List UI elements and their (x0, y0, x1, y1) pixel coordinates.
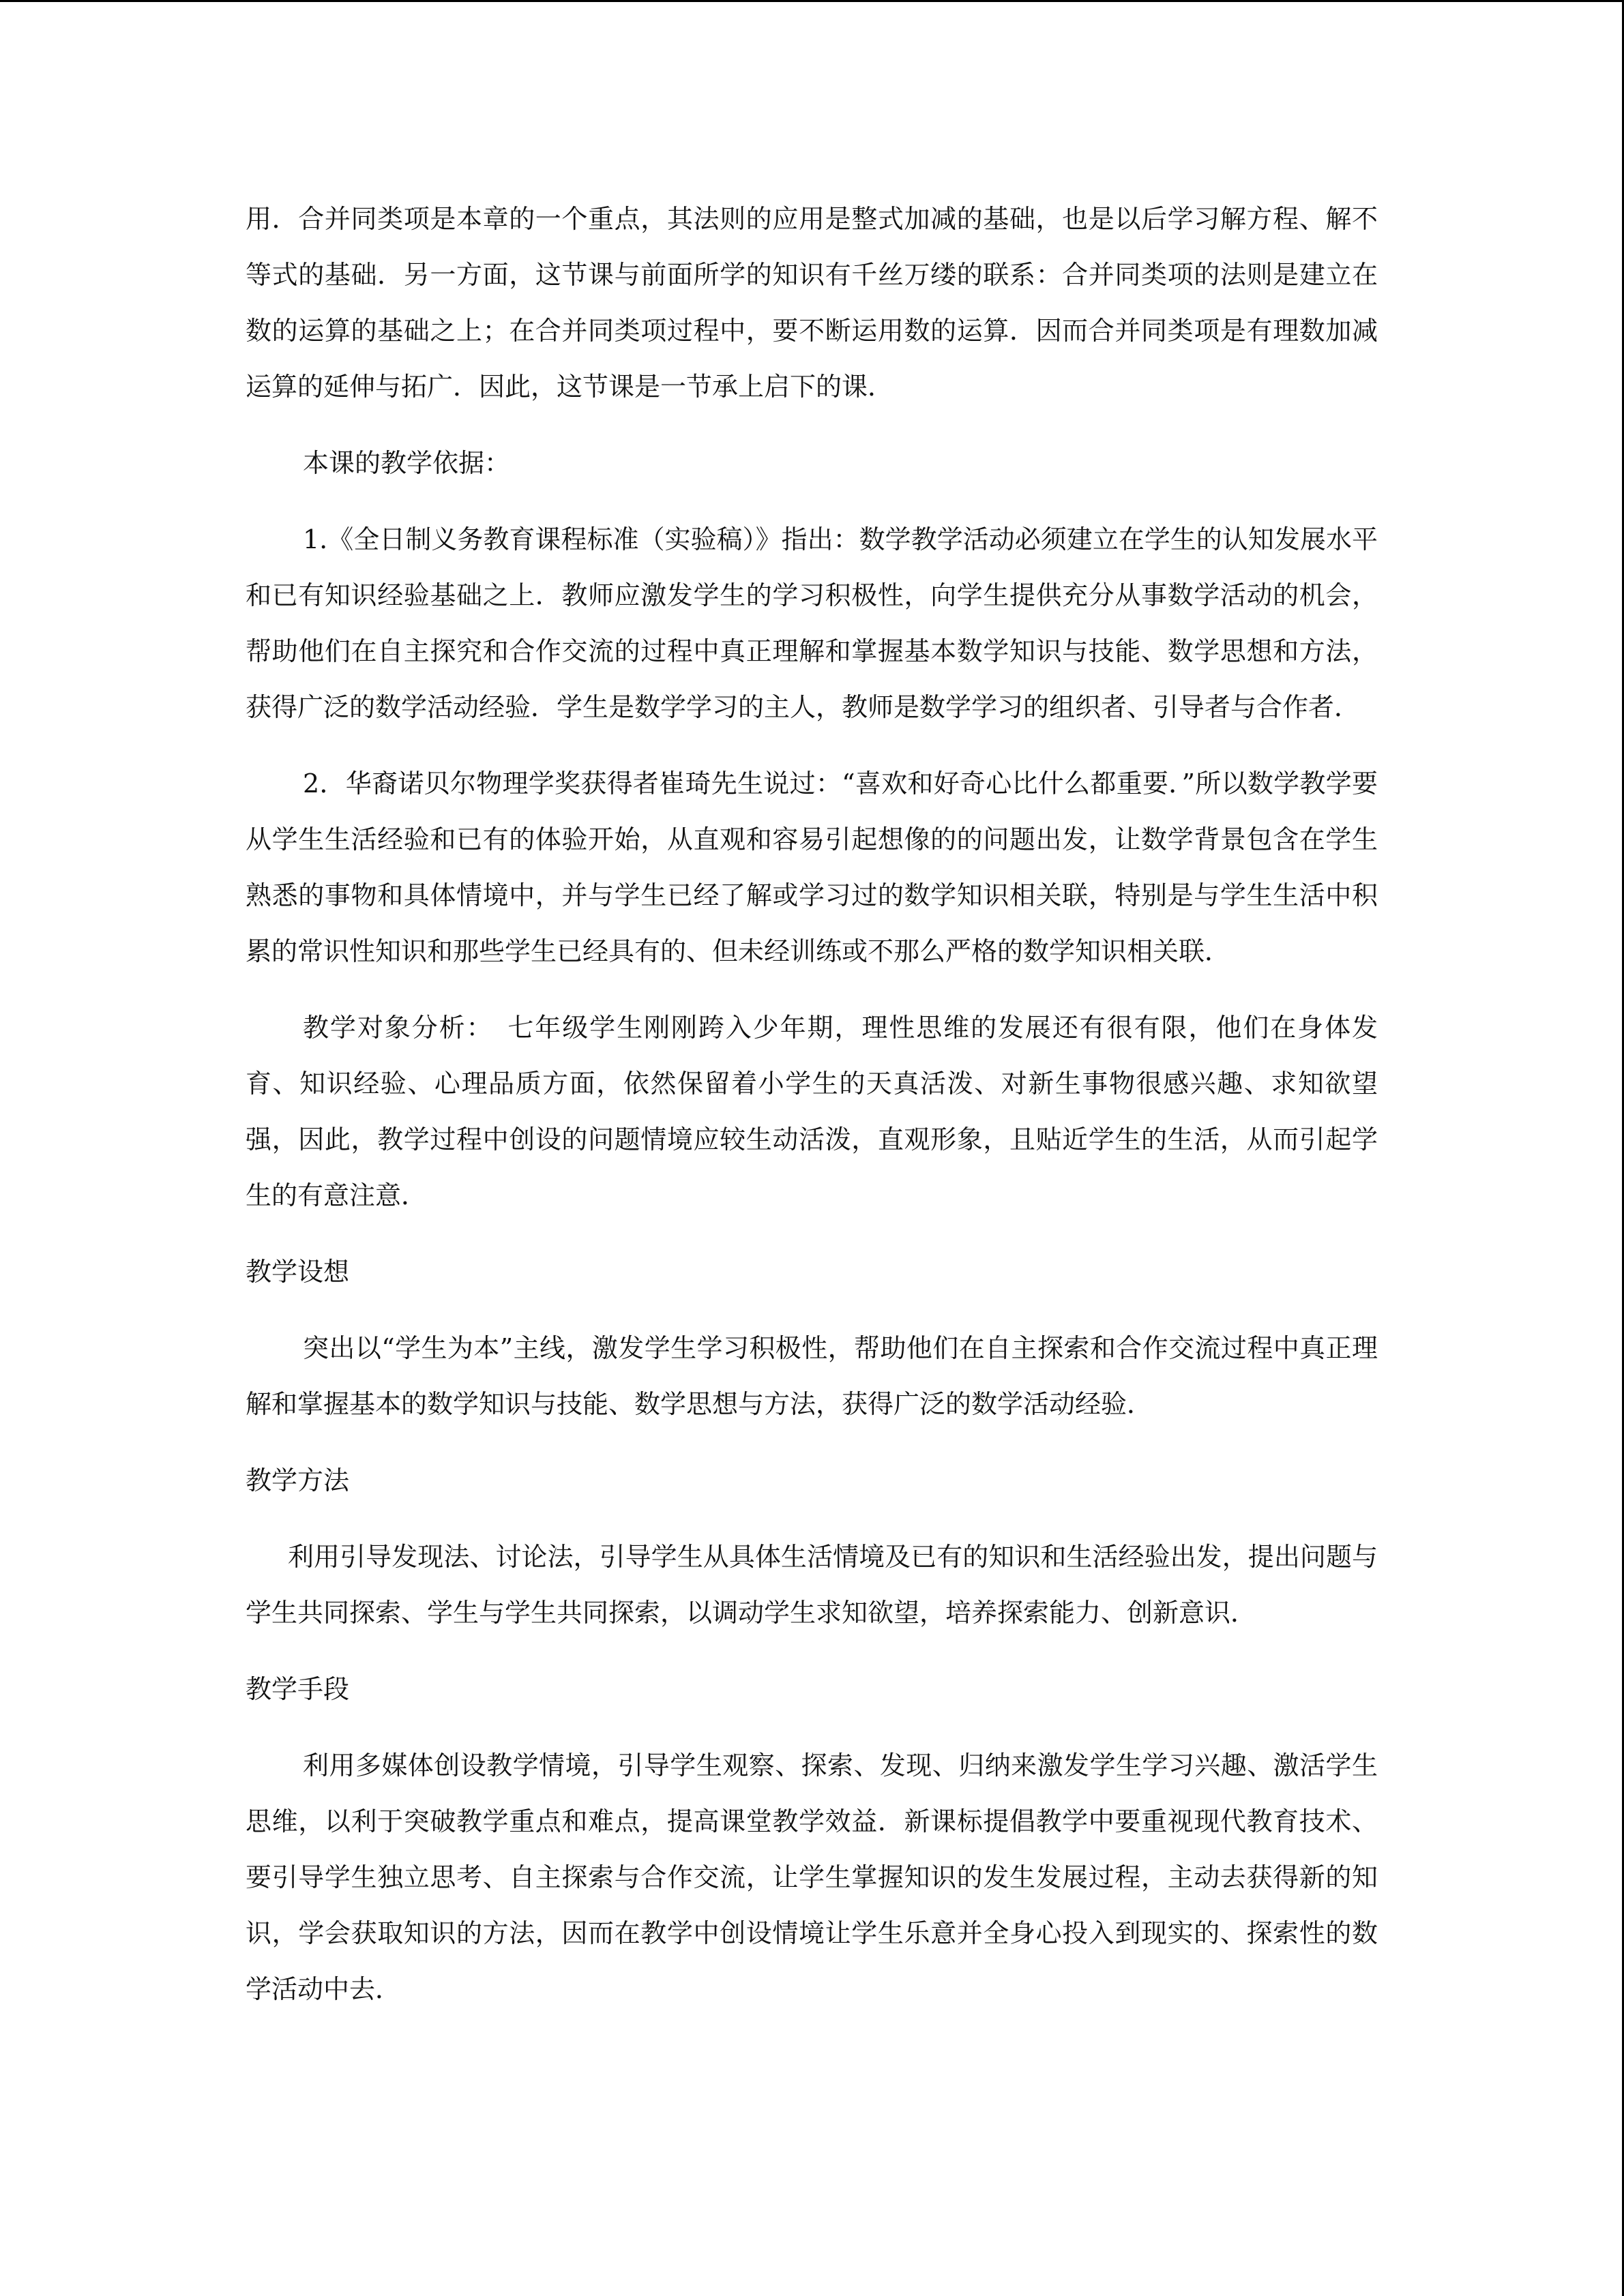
student-analysis-paragraph: 教学对象分析： 七年级学生刚刚跨入少年期，理性思维的发展还有很有限，他们在身体发育、知识经验、心理品质方面，依然保留着小学生的天真活泼、对新生事物很感兴趣、求知欲望强，因此，教学过程中创设的问题情境应较生动活泼，直观形象，且贴近学生的生活，从而引起学生的有意注意． (246, 1013, 1378, 1210)
section-heading-teaching-method: 教学方法 (246, 1465, 350, 1495)
teaching-basis-item-2: 2．华裔诺贝尔物理学奖获得者崔琦先生说过：“喜欢和好奇心比什么都重要．”所以数学教学要从学生生活经验和已有的体验开始，从直观和容易引起想像的的问题出发，让数学背景包含在学生熟悉的事物和具体情境中，并与学生已经了解或学习过的数学知识相关联，特别是与学生生活中积累的常识性知识和那些学生已经具有的、但未经训练或不那么严格的数学知识相关联． (246, 769, 1378, 966)
teaching-means-paragraph: 利用多媒体创设教学情境，引导学生观察、探索、发现、归纳来激发学生学习兴趣、激活学生思维，以利于突破教学重点和难点，提高课堂教学效益．新课标提倡教学中要重视现代教育技术、要引导学生独立思考、自主探索与合作交流，让学生掌握知识的发生发展过程，主动去获得新的知识，学会获取知识的方法，因而在教学中创设情境让学生乐意并全身心投入到现实的、探索性的数学活动中去． (246, 1750, 1378, 2004)
teaching-method-paragraph: 利用引导发现法、讨论法，引导学生从具体生活情境及已有的知识和生活经验出发，提出问题与学生共同探索、学生与学生共同探索，以调动学生求知欲望，培养探索能力、创新意识． (246, 1542, 1378, 1628)
section-heading-teaching-idea: 教学设想 (246, 1257, 350, 1287)
teaching-idea-paragraph: 突出以“学生为本”主线，激发学生学习积极性，帮助他们在自主探索和合作交流过程中真正理解和掌握基本的数学知识与技能、数学思想与方法，获得广泛的数学活动经验． (246, 1333, 1378, 1419)
page-top-border (0, 0, 1624, 2)
continuation-paragraph: 用．合并同类项是本章的一个重点，其法则的应用是整式加减的基础，也是以后学习解方程、解不等式的基础．另一方面，这节课与前面所学的知识有千丝万缕的联系：合并同类项的法则是建立在数的运算的基础之上；在合并同类项过程中，要不断运用数的运算．因而合并同类项是有理数加减运算的延伸与拓广．因此，这节课是一节承上启下的课． (246, 204, 1378, 402)
section-heading-teaching-means: 教学手段 (246, 1674, 350, 1704)
teaching-basis-item-1: 1.《全日制义务教育课程标准（实验稿）》指出：数学教学活动必须建立在学生的认知发展水平和已有知识经验基础之上．教师应激发学生的学习积极性，向学生提供充分从事数学活动的机会，帮助他们在自主探究和合作交流的过程中真正理解和掌握基本数学知识与技能、数学思想和方法，获得广泛的数学活动经验．学生是数学学习的主人，教师是数学学习的组织者、引导者与合作者． (246, 524, 1378, 722)
document-page (246, 191, 1378, 2038)
teaching-basis-heading: 本课的教学依据： (303, 448, 511, 478)
